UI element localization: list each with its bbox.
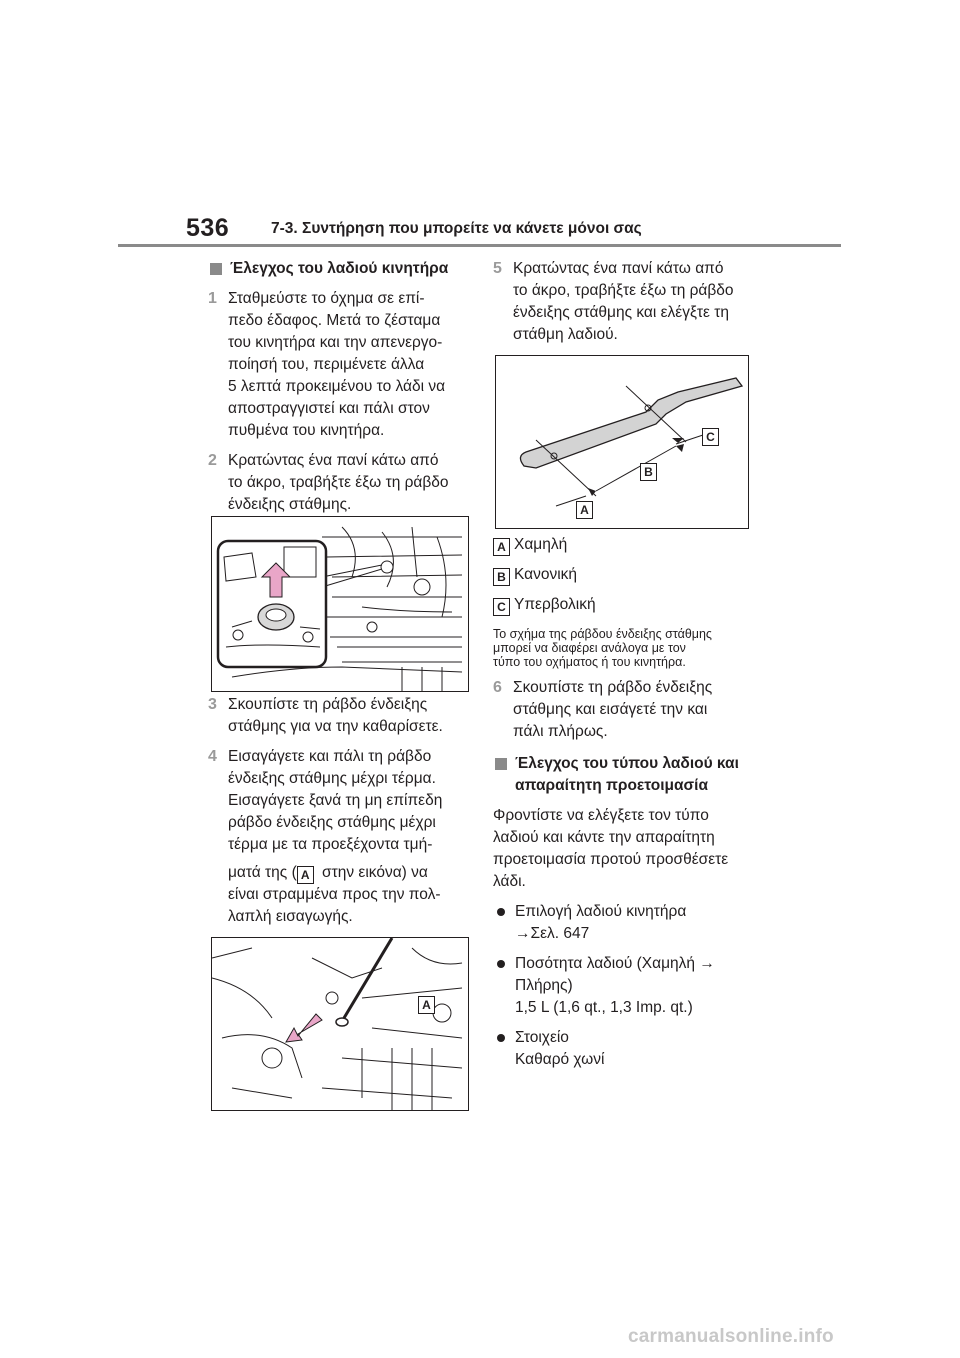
intro-paragraph [493,805,743,893]
para-line: Φροντίστε να ελέγξετε τον τύπο [493,807,709,824]
label-a-badge: A [418,996,435,1014]
page-number: 536 [186,214,230,242]
step-line: ένδειξης στάθμης και ελέγξτε τη [513,304,729,321]
left-column-bottom [208,694,458,928]
bullet-line: 1,5 L (1,6 qt., 1,3 Imp. qt.) [515,999,693,1016]
step-line: το άκρο, τραβήξτε έξω τη ράβδο [228,474,449,491]
step-number: 4 [208,748,217,765]
step-number: 5 [493,260,502,277]
chapter-title: 7-3. Συντήρηση που μπορείτε να κάνετε μόνοι σας [271,220,642,237]
step-line: Σκουπίστε τη ράβδο ένδειξης [513,679,713,696]
step-text: ματά της ( [228,864,297,881]
step-line: Κρατώντας ένα πανί κάτω από [513,260,724,277]
dipstick-insert-figure [211,937,469,1111]
note-line: Το σχήμα της ράβδου ένδειξης στάθμης [493,627,712,641]
left-column-top [208,258,458,516]
figure-label-c [702,426,719,446]
figure-note [493,627,743,669]
label-a-badge: A [493,538,510,556]
square-bullet-icon [210,263,222,275]
step-line: το άκρο, τραβήξτε έξω τη ράβδο [513,282,734,299]
section-heading-oil-type [493,753,743,797]
label-a-badge: A [576,501,593,519]
step-line: του κινητήρα και την απενεργο- [228,334,443,351]
bullet-line: Πλήρης) [515,977,573,994]
step-line: πυθμένα του κινητήρα. [228,422,385,439]
step-line: στάθμης και εισάγετέ την και [513,701,708,718]
para-line: λάδι. [493,873,526,890]
step-1 [208,288,458,442]
page-reference-link[interactable]: →Σελ. 647 [515,925,590,942]
label-b-badge: B [640,463,657,481]
heading-line: απαραίτητη προετοιμασία [515,777,708,794]
step-line: Εισαγάγετε και πάλι τη ράβδο [228,748,432,765]
bullet-line: Καθαρό χωνί [515,1051,605,1068]
bullet-line: Ποσότητα λαδιού (Χαμηλή → [515,955,715,972]
step-2 [208,450,458,516]
step-line: Κρατώντας ένα πανί κάτω από [228,452,439,469]
section-heading-oil-check [208,258,458,280]
heading-line: Έλεγχος του τύπου λαδιού και [515,755,739,772]
step-line: 5 λεπτά προκειμένου το λάδι να [228,378,446,395]
dipstick-level-figure [495,355,749,529]
step-line: Εισαγάγετε ξανά τη μη επίπεδη [228,792,443,809]
heading-text: Έλεγχος του λαδιού κινητήρα [230,260,449,277]
watermark: carmanualsonline.info [628,1326,834,1347]
step-line: λαπλή εισαγωγής. [228,908,353,925]
step-line: ράβδο ένδειξης στάθμης μέχρι [228,814,436,831]
step-6 [493,677,743,743]
step-number: 6 [493,679,502,696]
figure-label-a [418,994,435,1014]
label-b-badge: B [493,568,510,586]
label-c-badge: C [493,598,510,616]
bullet-oil-selection [493,901,743,945]
square-bullet-icon [495,758,507,770]
figure-label-a [576,499,593,519]
legend-c [493,594,596,616]
bullet-oil-quantity [493,953,743,1019]
legend-a [493,534,567,556]
engine-bay-illustration [212,517,468,691]
legend-text: Κανονική [514,566,578,583]
note-line: τύπο του οχήματος ή του κινητήρα. [493,655,686,669]
step-text: στην εικόνα) να [317,864,428,881]
note-line: μπορεί να διαφέρει ανάλογα με τον [493,641,686,655]
dipstick-insert-illustration [212,938,468,1110]
label-c-badge: C [702,428,719,446]
step-line: είναι στραμμένα προς την πολ- [228,886,441,903]
step-4 [208,746,458,928]
step-number: 3 [208,696,217,713]
bullet-dot-icon [497,908,505,916]
step-line: ένδειξης στάθμης. [228,496,352,513]
step-number: 2 [208,452,217,469]
step-5 [493,258,743,346]
legend-text: Υπερβολική [514,596,596,613]
label-a-badge: A [297,866,314,884]
step-line: στάθμης για να την καθαρίσετε. [228,718,443,735]
bullet-item [493,1027,743,1071]
step-line: αποστραγγιστεί και πάλι στον [228,400,430,417]
para-line: λαδιού και κάντε την απαραίτητη [493,829,715,846]
right-column-bottom [493,627,743,1071]
step-3 [208,694,458,738]
step-line: στάθμη λαδιού. [513,326,618,343]
step-line: Σταθμεύστε το όχημα σε επί- [228,290,425,307]
step-line: πάλι πλήρως. [513,723,608,740]
engine-bay-figure [211,516,469,692]
para-line: προετοιμασία προτού προσθέσετε [493,851,729,868]
header-rule [118,244,841,247]
bullet-dot-icon [497,960,505,968]
step-line: τέρμα με τα προεξέχοντα τμή- [228,836,433,853]
step-line: ποίησή του, περιμένετε άλλα [228,356,425,373]
step-line: πεδο έδαφος. Μετά το ζέσταμα [228,312,441,329]
figure-label-b [640,461,657,481]
step-line-with-label [228,862,458,884]
bullet-line: Στοιχείο [515,1029,569,1046]
right-column-top [493,258,743,346]
step-number: 1 [208,290,217,307]
legend-text: Χαμηλή [514,536,568,553]
step-line: ένδειξης στάθμης μέχρι τέρμα. [228,770,436,787]
bullet-dot-icon [497,1034,505,1042]
legend-b [493,564,577,586]
step-line: Σκουπίστε τη ράβδο ένδειξης [228,696,428,713]
bullet-line: Επιλογή λαδιού κινητήρα [515,903,687,920]
